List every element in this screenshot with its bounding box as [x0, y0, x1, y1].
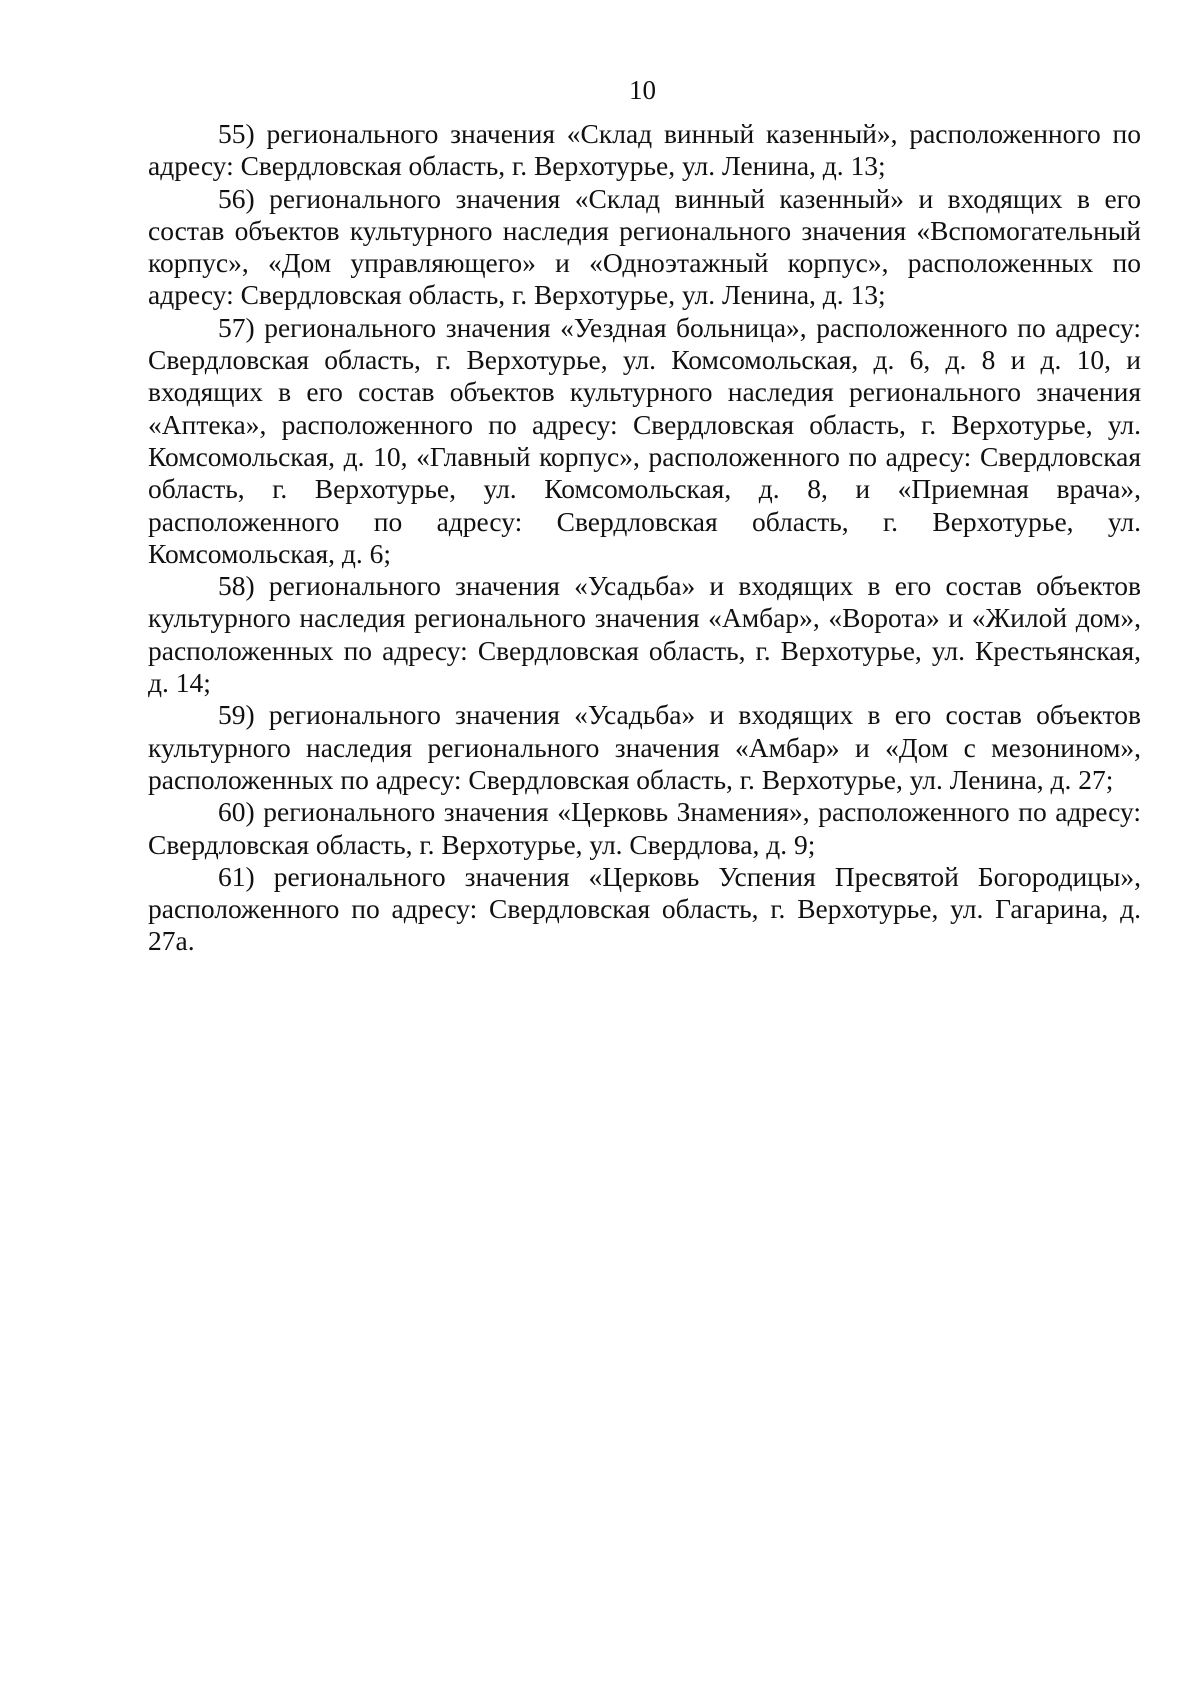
list-item-57: 57) регионального значения «Уездная больница», расположенного по адресу: Свердловская область, г. Верхотурье, ул. Комсомольская, д. 6, д. 8 и д. 10, и входящих в его состав объектов культурного наследия регионального значения «Аптека», расположенного по адресу: Свердловская область, г. Верхотурье, ул. Комсомольская, д. 10, «Главный корпус», расположенного по адресу: Свердловская область, г. Верхотурье, ул. Комсомольская, д. 8, и «Приемная врача», расположенного по адресу: Свердловская область, г. Верхотурье, ул. Комсомольская, д. 6; — [148, 311, 1141, 569]
list-item-55: 55) регионального значения «Склад винный казенный», расположенного по адресу: Свердловская область, г. Верхотурье, ул. Ленина, д. 13; — [148, 118, 1141, 182]
list-item-56: 56) регионального значения «Склад винный казенный» и входящих в его состав объектов культурного наследия регионального значения «Вспомогательный корпус», «Дом управляющего» и «Одноэтажный корпус», расположенных по адресу: Свердловская область, г. Верхотурье, ул. Ленина, д. 13; — [148, 182, 1141, 311]
list-item-60: 60) регионального значения «Церковь Знамения», расположенного по адресу: Свердловская область, г. Верхотурье, ул. Свердлова, д. 9; — [148, 796, 1141, 860]
list-item-58: 58) регионального значения «Усадьба» и входящих в его состав объектов культурного наследия регионального значения «Амбар», «Ворота» и «Жилой дом», расположенных по адресу: Свердловская область, г. Верхотурье, ул. Крестьянская, д. 14; — [148, 570, 1141, 699]
list-item-61: 61) регионального значения «Церковь Успения Пресвятой Богородицы», расположенного по адресу: Свердловская область, г. Верхотурье, ул. Гагарина, д. 27а. — [148, 860, 1141, 957]
list-item-59: 59) регионального значения «Усадьба» и входящих в его состав объектов культурного наследия регионального значения «Амбар» и «Дом с мезонином», расположенных по адресу: Свердловская область, г. Верхотурье, ул. Ленина, д. 27; — [148, 699, 1141, 795]
document-body — [148, 118, 1141, 958]
page-number: 10 — [629, 75, 656, 105]
